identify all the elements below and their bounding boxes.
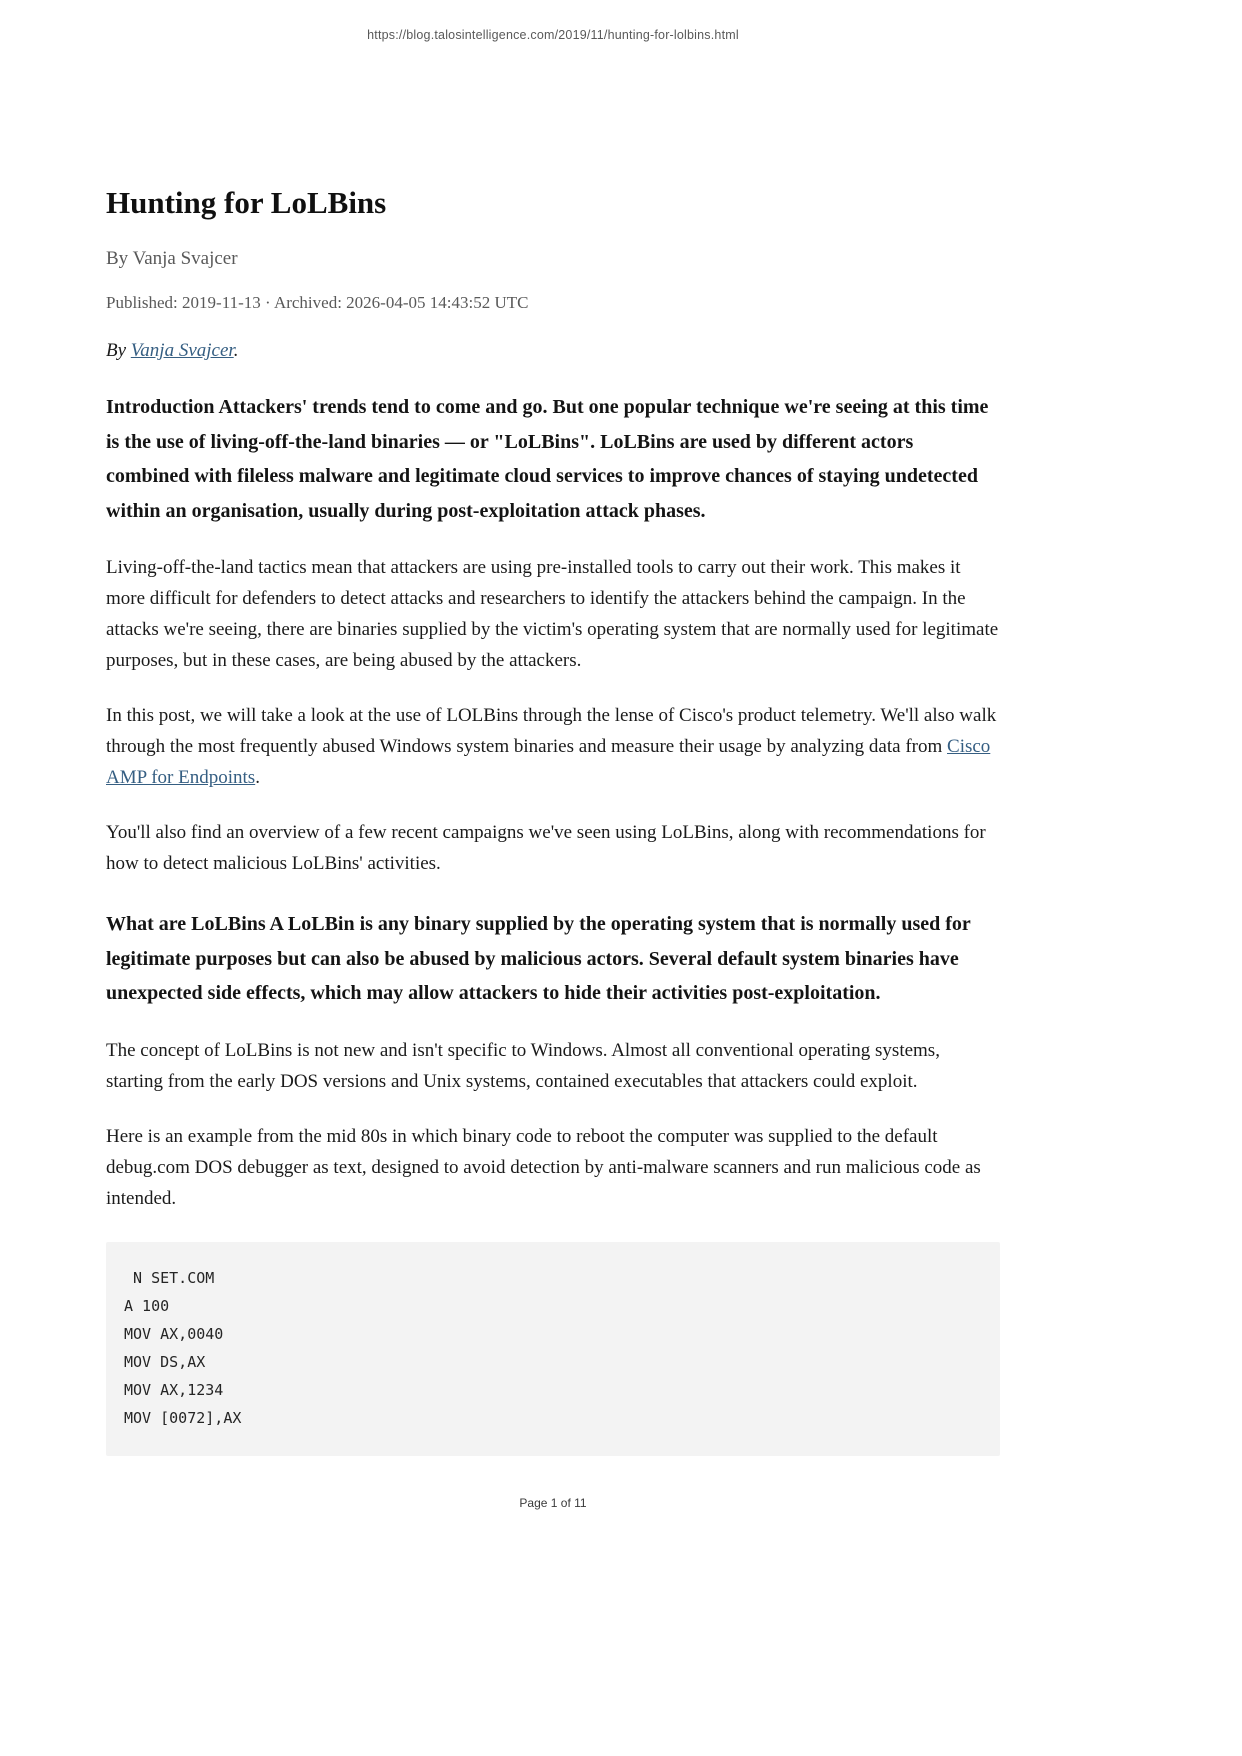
code-block (106, 1242, 1000, 1456)
paragraph-concept: The concept of LoLBins is not new and isn't specific to Windows. Almost all conventional operating systems, starting from the early DOS versions and Unix systems, contained executables that attackers could exploit. (106, 1039, 940, 1092)
paragraph-telemetry (106, 700, 1000, 793)
cisco-amp-link[interactable]: Cisco AMP for Endpoints (106, 736, 991, 789)
byline: By Vanja Svajcer (106, 248, 238, 270)
code-line: MOV AX,0040 (124, 1324, 224, 1343)
author-line (106, 340, 1000, 362)
author-line-suffix: . (233, 340, 239, 362)
code-line: MOV AX,1234 (124, 1380, 224, 1399)
author-line-prefix: By (106, 340, 131, 362)
author-link[interactable]: Vanja Svajcer (130, 340, 234, 362)
paragraph-telemetry-suffix: . (255, 767, 260, 789)
paragraph-living-off-the-land: Living-off-the-land tactics mean that attackers are using pre-installed tools to carry out their work. This makes it more difficult for defenders to detect attacks and researchers to identify the attackers behind the campaign. In the attacks we're seeing, there are binaries supplied by the victim's operating system that are normally used for legitimate purposes, but in these cases, are being abused by the attackers. (106, 557, 999, 672)
published-archived-line: Published: 2019-11-13 · Archived: 2026-04-05 14:43:52 UTC (106, 293, 529, 313)
code-line: N SET.COM (124, 1268, 215, 1287)
paragraph-dos-example: Here is an example from the mid 80s in which binary code to reboot the computer was supplied to the default debug.com DOS debugger as text, designed to avoid detection by anti-malware scanners and run malicious code as intended. (106, 1125, 981, 1209)
print-header-url: https://blog.talosintelligence.com/2019/11/hunting-for-lolbins.html (367, 28, 739, 42)
page-title: Hunting for LoLBins (106, 185, 387, 220)
code-line: A 100 (124, 1296, 170, 1315)
code-line: MOV DS,AX (124, 1352, 206, 1371)
page-number-footer: Page 1 of 11 (519, 1495, 587, 1510)
paragraph-overview: You'll also find an overview of a few recent campaigns we've seen using LoLBins, along with recommendations for how to detect malicious LoLBins' activities. (106, 822, 986, 875)
intro-heading-paragraph: Introduction Attackers' trends tend to come and go. But one popular technique we're seeing at this time is the use of living-off-the-land binaries — or "LoLBins". LoLBins are used by different actors combined with fileless malware and legitimate cloud services to improve chances of staying undetected within an organisation, usually during post-exploitation attack phases. (106, 396, 989, 522)
code-line: MOV [0072],AX (124, 1408, 242, 1427)
paragraph-telemetry-text: In this post, we will take a look at the use of LOLBins through the lense of Cisco's product telemetry. We'll also walk through the most frequently abused Windows system binaries and measure their usage by analyzing data from (106, 705, 997, 758)
what-are-lolbins-heading-paragraph: What are LoLBins A LoLBin is any binary supplied by the operating system that is normally used for legitimate purposes but can also be abused by malicious actors. Several default system binaries have unexpected side effects, which may allow attackers to hide their activities post-exploitation. (106, 913, 971, 1005)
